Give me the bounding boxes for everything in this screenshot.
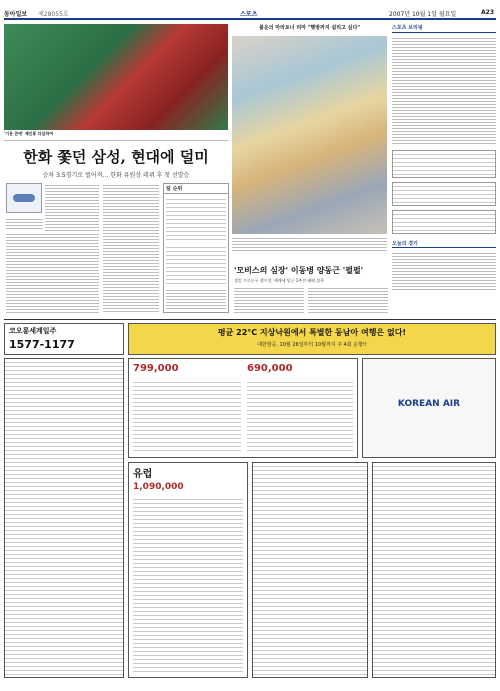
team-logo: [6, 183, 42, 213]
package-list-1: [133, 379, 241, 453]
price-3: 1,090,000: [133, 482, 184, 492]
article-text-col1c: [6, 232, 99, 314]
logo-mark: [13, 194, 35, 202]
agency-brand: 코오롱세계일주: [9, 327, 57, 335]
package-ad-grid: [128, 358, 358, 458]
sidebar-table-1: [392, 150, 496, 178]
page-header: [4, 8, 496, 20]
main-headline: 한화 쫓던 삼성, 현대에 덜미: [23, 148, 209, 166]
photo-caption: [4, 131, 228, 141]
feature-caption-lines: [232, 236, 387, 252]
left-ad-column: [4, 358, 124, 678]
travel-agency-ad: [4, 323, 124, 355]
banner-subline: 대한항공, 10월 26일부터 10월까지 주 4회 운항!!: [257, 342, 367, 348]
main-subhead: 승차 3.5경기로 벌어져… 한화 유원상 데뷔 후 첫 선발승: [42, 172, 190, 179]
standings-table: [166, 196, 226, 240]
sidebar-table-3: [392, 210, 496, 234]
caption-text-lines: [4, 138, 228, 142]
newspaper-logo: 동아일보: [4, 11, 28, 18]
europe-list: [133, 496, 243, 674]
article-text-col1a: [45, 183, 99, 231]
feature-subhead: 경일 프로농구 챔프전, 애매세 당군 1추전 패배 설욕: [234, 278, 324, 283]
marathon-photo: [232, 36, 387, 234]
feature-text-col2: [308, 286, 388, 314]
sports-sidebar: [392, 24, 496, 314]
photo-caption-title: '기운 콘에' 제인통 다입하여: [4, 131, 54, 136]
boxscore-notes: [166, 288, 226, 310]
agency-phone: 1577-1177: [9, 338, 75, 351]
scores-text: [392, 251, 496, 291]
korean-air-logo: KOREAN AIR: [397, 399, 461, 409]
banner-headline: 평균 22°C 지상낙원에서 특별한 동남아 여행은 없다!: [217, 328, 407, 337]
price-2: 690,000: [247, 363, 293, 374]
package-list-2: [247, 379, 353, 453]
article-text-col1b: [6, 217, 43, 231]
resort-ad: [372, 462, 496, 678]
asia-ad: [252, 462, 368, 678]
feature-photo-title: 불운의 마라토너 리마 "행방까지 쉼리고 싶다": [259, 25, 360, 31]
standings-title: 팀 순위: [164, 184, 228, 194]
page-number: A23: [481, 9, 494, 16]
europe-ad: [128, 462, 248, 678]
article-text-col2: [103, 183, 159, 313]
promo-banner: [128, 323, 496, 355]
airline-ad: [362, 358, 496, 458]
ad-divider: [4, 319, 496, 320]
brief-title: 스포츠 브리핑: [392, 24, 496, 33]
edition-number: 제28055호: [38, 11, 69, 18]
sidebar-table-2: [392, 182, 496, 206]
feature-text-col1: [234, 286, 304, 314]
standings-box: [163, 183, 229, 313]
feature-headline: '모비스의 심장' 이동병 양동근 '펄펄': [234, 265, 364, 275]
europe-title: 유럽: [133, 469, 153, 480]
section-name: 스포츠: [240, 11, 258, 18]
brief-text: [392, 36, 496, 146]
boxscore-table: [166, 244, 226, 284]
baseball-photo: [4, 24, 228, 130]
scores-title: 오늘의 경기: [392, 240, 496, 248]
issue-date: 2007년 10월 1일 월요일: [389, 11, 457, 18]
price-1: 799,000: [133, 363, 179, 374]
